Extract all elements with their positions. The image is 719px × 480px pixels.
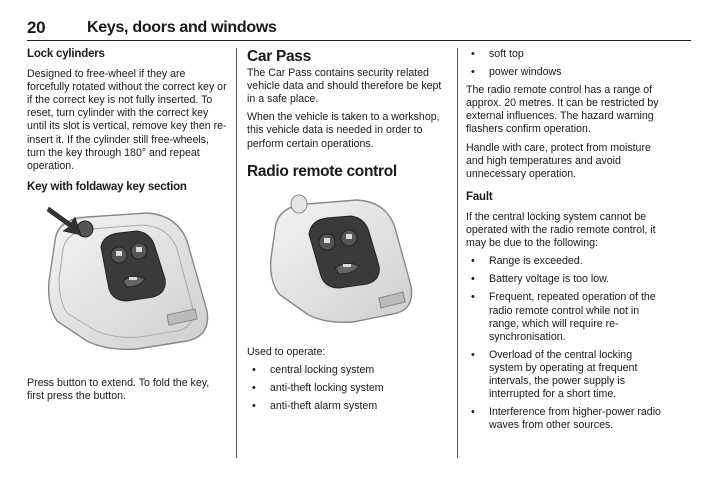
fault-intro: If the central locking system cannot be operated with the radio remote control, it may be due to the following:: [466, 210, 656, 250]
column-2: [247, 48, 445, 418]
foldaway-key-heading: Key with foldaway key section: [27, 180, 187, 193]
list-item: • power windows: [466, 66, 666, 79]
column-divider-1: [236, 48, 237, 458]
operate-list-continued: [466, 48, 666, 79]
list-item: • Battery voltage is too low.: [466, 273, 666, 286]
lock-cylinders-text: Designed to free-wheel if they are forcefully rotated without the correct key or if the correct key is not fully inserted. To reset, turn cylinder with the correct key until its slot is vertical, remove key then re-insert it. If the cylinder still free-wheels, turn the key through 180° and repeat operation.: [27, 68, 227, 172]
list-item: • Interference from higher-power radio waves from other sources.: [466, 406, 666, 432]
radio-remote-heading: Radio remote control: [247, 162, 397, 180]
list-item: • central locking system: [247, 364, 445, 377]
foldaway-key-illustration: [27, 201, 227, 373]
radio-remote-illustration: [247, 182, 445, 342]
range-text: The radio remote control has a range of approx. 20 metres. It can be restricted by external influences. The hazard warning flashers confirm operation.: [466, 84, 659, 136]
fault-list: [466, 255, 666, 432]
handle-with-care-text: Handle with care, protect from moisture and high temperatures and avoid unnecessary operation.: [466, 141, 651, 180]
column-divider-2: [457, 48, 458, 458]
chapter-title: Keys, doors and windows: [87, 19, 277, 36]
foldaway-key-caption: Press button to extend. To fold the key, first press the button.: [27, 376, 210, 403]
car-pass-heading: Car Pass: [247, 48, 311, 65]
lock-cylinders-heading: Lock cylinders: [27, 48, 105, 60]
list-item: • anti-theft locking system: [247, 382, 445, 395]
car-pass-text-2: When the vehicle is taken to a workshop, this vehicle data is needed in order to perform certain operations.: [247, 111, 440, 150]
list-item: • anti-theft alarm system: [247, 400, 445, 413]
fault-heading: Fault: [466, 190, 493, 203]
list-item: • Overload of the central locking system by operating at frequent intervals, the power supply is interrupted for a short time.: [466, 349, 666, 401]
column-1: [27, 48, 227, 408]
car-pass-text-1: The Car Pass contains security related vehicle data and should therefore be kept in a safe place.: [247, 67, 442, 106]
list-item: • Range is exceeded.: [466, 255, 666, 268]
list-item: • soft top: [466, 48, 666, 61]
list-item: • Frequent, repeated operation of the radio remote control while not in range, which will require re-synchronisation.: [466, 291, 666, 343]
used-to-operate-label: Used to operate:: [247, 345, 326, 358]
page-header: [27, 18, 691, 41]
page-number: 20: [27, 18, 46, 37]
column-3: [466, 48, 666, 437]
operate-list: [247, 364, 445, 413]
